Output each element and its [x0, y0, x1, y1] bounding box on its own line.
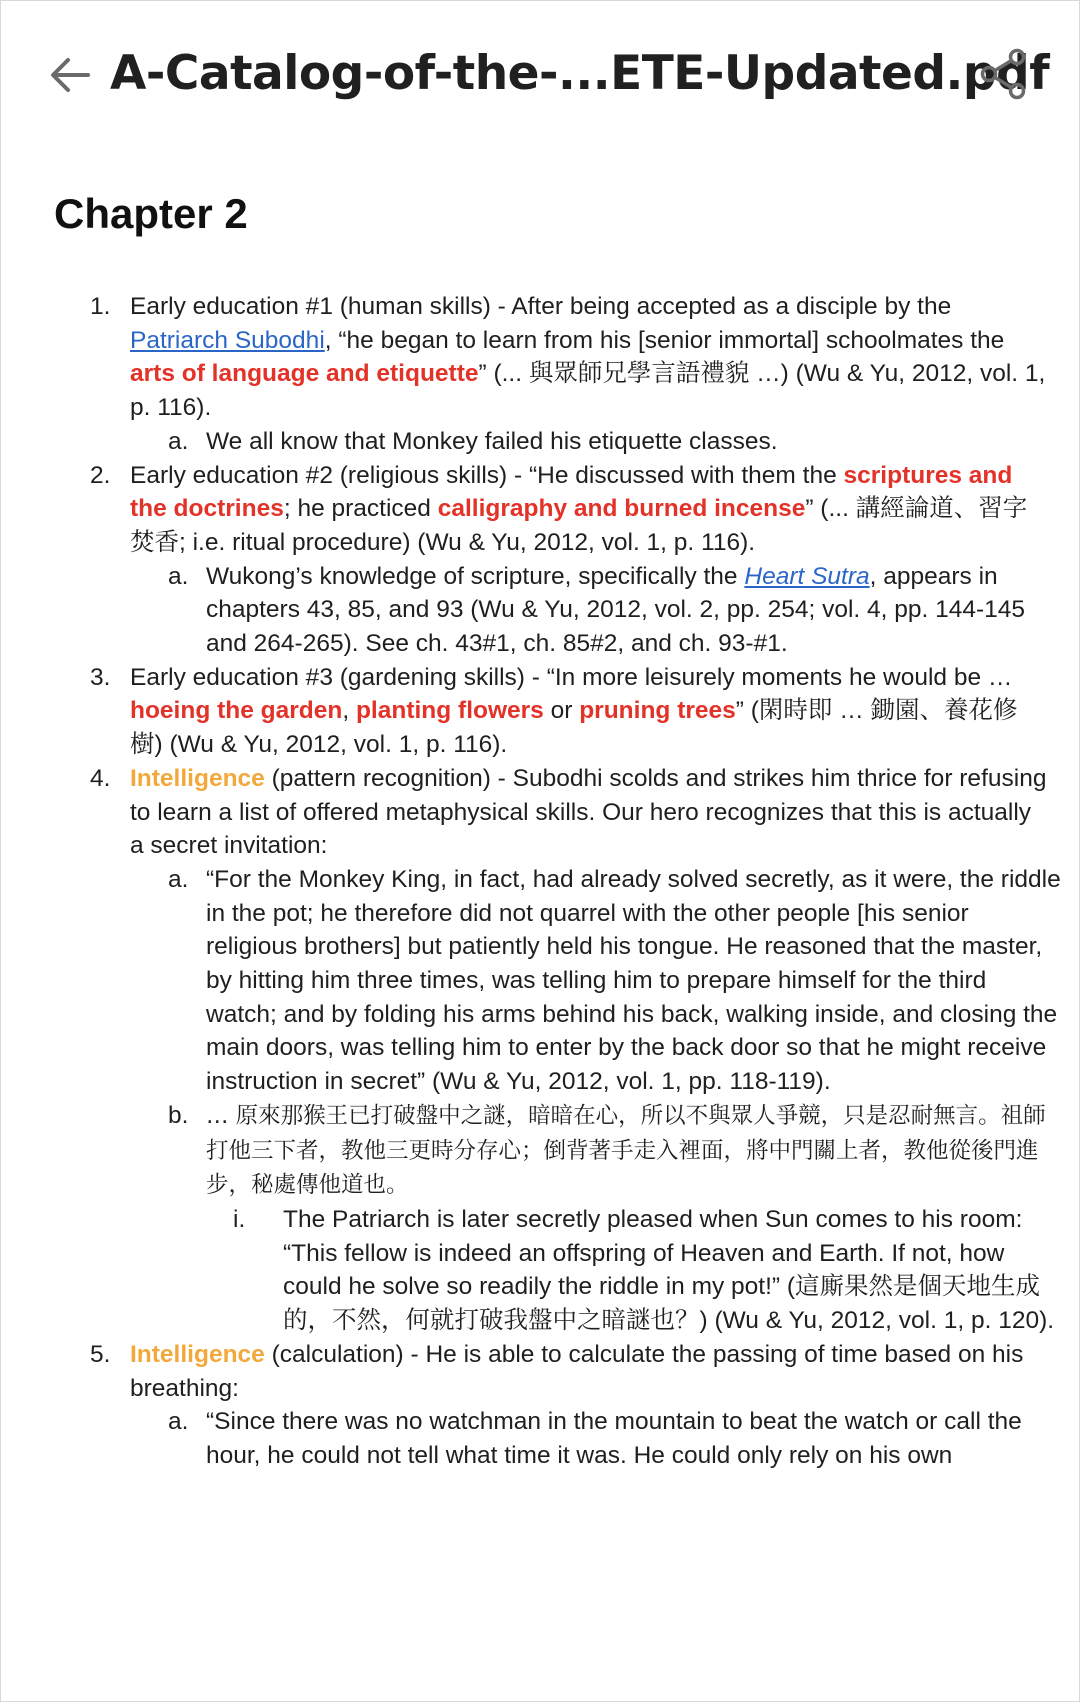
text-segment: ” (閑時即 … 鋤園、養花修樹) (Wu & Yu, 2012, vol. 1, p. 116). — [130, 697, 1018, 759]
back-button[interactable] — [46, 50, 96, 100]
chapter-title: Chapter 2 — [54, 190, 248, 237]
category-label: Intelligence — [130, 1340, 265, 1368]
sub-list-item — [168, 863, 1061, 1099]
highlighted-text: arts of language and etiquette — [130, 360, 479, 388]
text-segment: The Patriarch is later secretly pleased when Sun comes to his room: “This fellow is indeed an offspring of Heaven and Earth. If not, how could he solve so readily the riddle in my pot!” (這廝果然是個天地生成的，不然，何就打破我盤中之暗謎也？) (Wu & Yu, 2012, vol. 1, p. 120). — [283, 1205, 1055, 1335]
highlighted-text: hoeing the garden — [130, 697, 343, 725]
list-marker: i. — [233, 1205, 246, 1233]
hyperlink[interactable]: Heart Sutra — [744, 562, 870, 590]
list-marker: a. — [168, 427, 189, 455]
list-item — [90, 762, 1050, 863]
list-item — [90, 459, 1050, 560]
list-marker: 5. — [90, 1340, 111, 1368]
text-segment: “For the Monkey King, in fact, had already solved secretly, as it were, the riddle in the pot; he therefore did not quarrel with the other people [his senior religious brothers] but patiently held his tongue. He reasoned that the master, by hitting him three times, was telling him to prepare himself for the third watch; and by folding his arms behind his back, walking inside, and closing the main doors, was telling him to enter by the back door so that he might receive instruction in secret” (Wu & Yu, 2012, vol. 1, pp. 118-119). — [206, 865, 1061, 1096]
sub-list-item — [168, 425, 1061, 459]
text-segment: Early education #3 (gardening skills) - “In more leisurely moments he would be … — [130, 663, 1013, 691]
hyperlink[interactable]: Patriarch Subodhi — [130, 326, 325, 354]
list-marker: a. — [168, 562, 189, 590]
arrow-left-icon — [46, 50, 96, 100]
sub-list-item — [168, 1405, 1061, 1472]
text-segment: , “he began to learn from his [senior immortal] schoolmates the — [324, 326, 1005, 354]
file-title: A-Catalog-of-the-...ETE-Updated.pdf — [110, 46, 1050, 101]
list-marker: 2. — [90, 461, 111, 489]
text-segment: Early education #2 (religious skills) - “He discussed with them the — [130, 461, 844, 489]
text-segment: “Since there was no watchman in the mountain to beat the watch or call the hour, he could not tell what time it was. He could only rely on his own — [206, 1408, 1022, 1469]
list-marker: 3. — [90, 663, 111, 691]
highlighted-text: planting flowers — [355, 697, 544, 725]
text-segment: (pattern recognition) - Subodhi scolds and strikes him thrice for refusing to learn a list of offered metaphysical skills. Our hero recognizes that this is actually a secret invitation: — [130, 764, 1047, 860]
text-segment: We all know that Monkey failed his etiquette classes. — [206, 427, 778, 455]
sub-sub-list-item — [233, 1203, 1063, 1338]
document-body — [0, 290, 1080, 1473]
text-segment: Early education #1 (human skills) - After being accepted as a disciple by the — [130, 293, 952, 320]
list-marker: 1. — [90, 293, 111, 320]
text-segment: Wukong’s knowledge of scripture, specifically the — [206, 562, 745, 590]
share-button[interactable] — [978, 46, 1034, 102]
list-item — [90, 661, 1050, 762]
text-segment: , appears in chapters 43, 85, and 93 (Wu & Yu, 2012, vol. 2, pp. 254; vol. 4, pp. 144-145 and 264-265). See ch. 43#1, ch. 85#2, and ch. 93-#1. — [206, 562, 1026, 658]
chinese-quotation: … 原來那猴王已打破盤中之謎，暗暗在心，所以不與眾人爭競，只是忍耐無言。祖師打他三下者，教他三更時分存心；倒背著手走入裡面，將中門關上者，教他從後門進步，秘處傳他道也。 — [206, 1102, 1046, 1199]
text-segment: , — [342, 697, 356, 725]
category-label: Intelligence — [130, 764, 265, 792]
sub-list-item — [168, 1099, 1061, 1203]
text-segment: (calculation) - He is able to calculate the passing of time based on his breathing: — [130, 1340, 1024, 1402]
text-segment: ” (... 與眾師兄學言語禮貌 …) (Wu & Yu, 2012, vol. 1, p. 116). — [130, 360, 1046, 422]
text-segment: ; he practiced — [283, 495, 438, 523]
highlighted-text: pruning trees — [579, 697, 736, 725]
list-item — [90, 1338, 1050, 1405]
list-marker: a. — [168, 1408, 189, 1436]
list-marker: 4. — [90, 764, 111, 792]
sub-list-item — [168, 560, 1061, 661]
text-segment: or — [543, 697, 580, 725]
share-icon — [978, 46, 1034, 102]
text-segment: ” (... 講經論道、習字焚香; i.e. ritual procedure) (Wu & Yu, 2012, vol. 1, p. 116). — [130, 495, 1028, 556]
highlighted-text: scriptures and the doctrines — [130, 461, 1013, 523]
highlighted-text: calligraphy and burned incense — [437, 495, 806, 523]
list-item — [90, 290, 1050, 425]
list-marker: a. — [168, 865, 189, 893]
app-header — [0, 38, 1080, 110]
list-marker: b. — [168, 1101, 189, 1129]
